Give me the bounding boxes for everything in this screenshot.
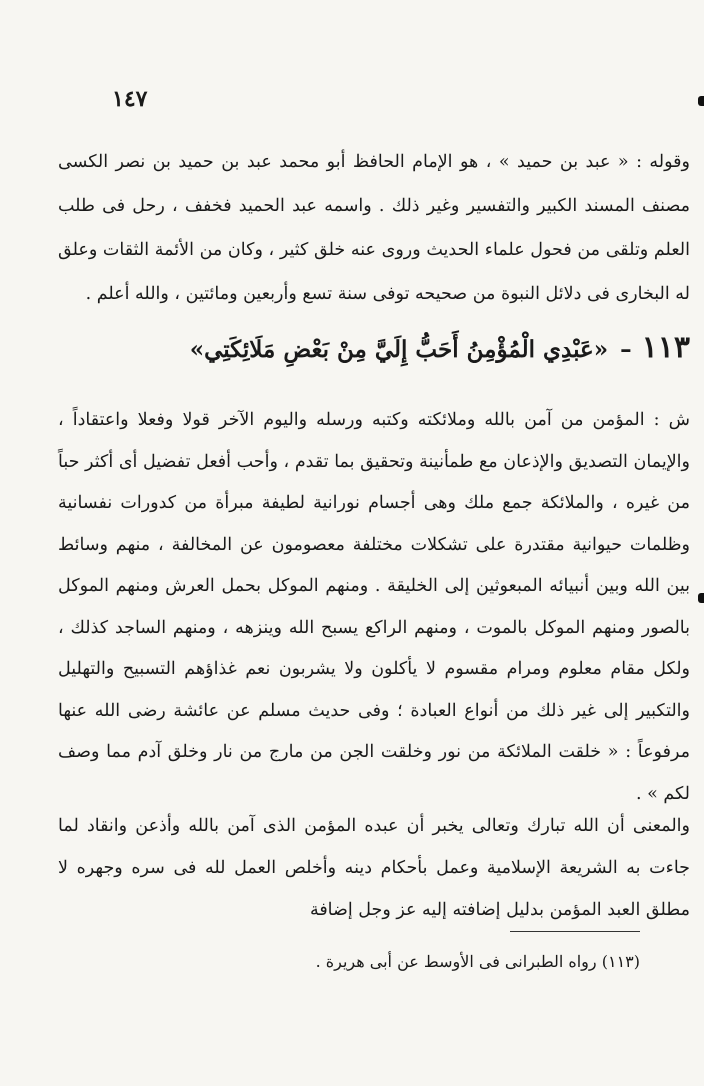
hadith-heading <box>60 330 690 365</box>
hadith-number: ١١٣ <box>641 330 690 365</box>
footnote: (١١٣) رواه الطبرانى فى الأوسط عن أبى هريرة . <box>315 952 640 971</box>
intro-paragraph: وقوله : « عبد بن حميد » ، هو الإمام الحافظ أبو محمد عبد بن حميد بن نصر الكسى مصنف المسند الكبير والتفسير وغير ذلك . واسمه عبد الحميد فخفف ، رحل فى طلب العلم وتلقى من فحول علماء الحديث وروى عنه خلق كثير ، وكان من الأئمة الثقات وعلق له البخارى فى دلائل النبوة من صحيحه توفى سنة تسع وأربعين ومائتين ، والله أعلم . <box>58 152 690 304</box>
page-number: ١٤٧ <box>112 86 148 112</box>
meaning-paragraph: والمعنى أن الله تبارك وتعالى يخبر أن عبده المؤمن الذى آمن بالله وأذعن وانقاد لما جاءت به الشريعة الإسلامية وعمل بأحكام دينه وأخلص العمل لله فى سره وجهره لا مطلق العبد المؤمن بدليل إضافته إليه عز وجل إضافة <box>58 816 690 920</box>
page-edge-mark <box>698 96 704 106</box>
hadith-text: «عَبْدِي الْمُؤْمِنُ أَحَبُّ إِلَيَّ مِنْ بَعْضِ مَلَائِكَتِي» <box>189 336 609 363</box>
footnote-divider <box>510 931 640 932</box>
commentary-paragraph: ش : المؤمن من آمن بالله وملائكته وكتبه ورسله واليوم الآخر قولا وفعلا واعتقاداً ، والإيمان التصديق والإذعان مع طمأنينة وتحقيق بما تقدم ، وأحب أفعل تفضيل أى أكثر حباً من غيره ، والملائكة جمع ملك وهى أجسام نورانية لطيفة مبرأة من كدورات نفسانية وظلمات حيوانية مقتدرة على تشكلات مختلفة معصومون عن المخالفة ، منهم وسائط بين الله وبين أنبيائه المبعوثين إلى الخليقة . ومنهم الموكل بحمل العرش ومنهم الموكل بالصور ومنهم الموكل بالموت ، ومنهم الراكع يسبح الله وينزهه ، ومنهم الساجد كذلك ، ولكل مقام معلوم ومرام مقسوم لا يأكلون ولا يشربون نعم غذاؤهم التسبيح والتهليل والتكبير إلى غير ذلك من أنواع العبادة ؛ وفى حديث مسلم عن عائشة رضى الله عنها مرفوعاً : « خلقت الملائكة من نور وخلقت الجن من مارج من نار وخلق آدم مما وصف لكم » . <box>58 410 690 804</box>
page-edge-mark <box>698 593 704 603</box>
hadith-dash: – <box>620 336 632 363</box>
